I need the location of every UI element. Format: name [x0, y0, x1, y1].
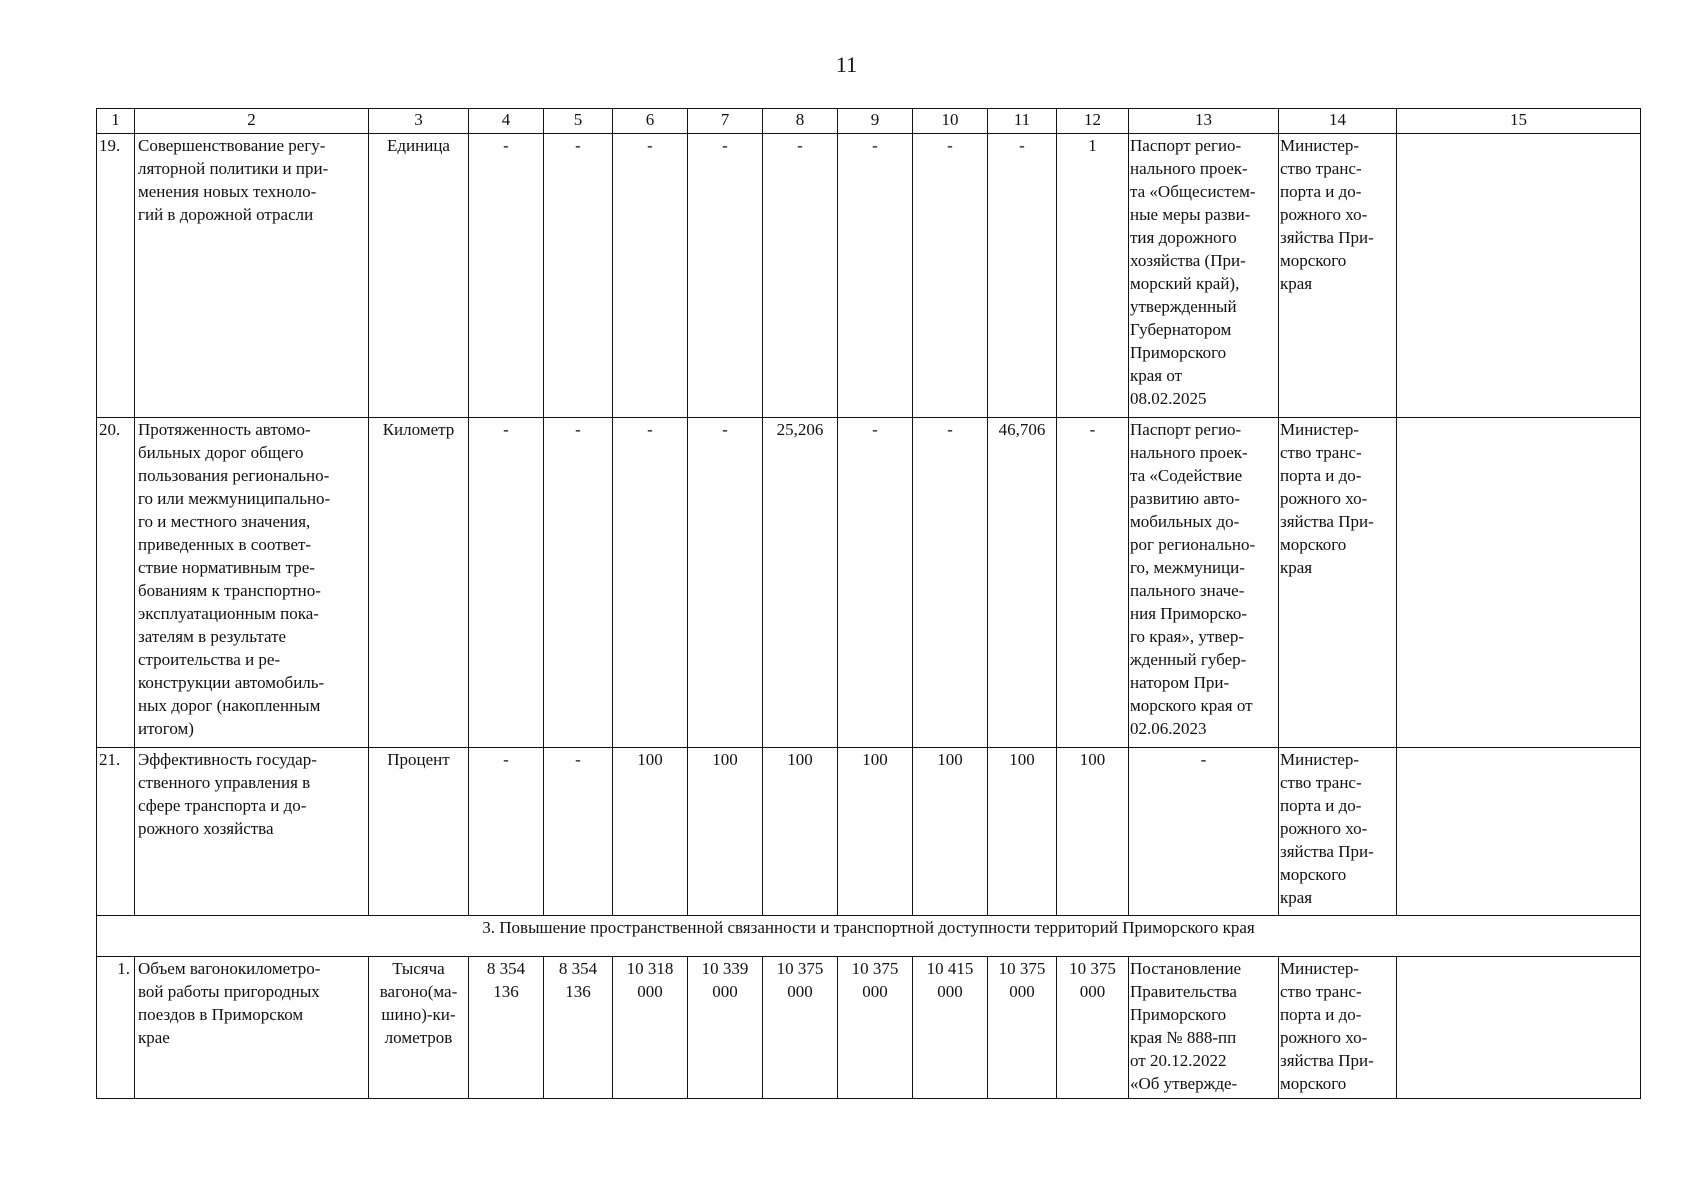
unit-cell: Процент	[369, 748, 469, 916]
table-row	[97, 957, 1641, 1099]
value-cell: 100	[838, 748, 913, 916]
column-header: 4	[469, 109, 544, 134]
value-cell: -	[688, 418, 763, 748]
column-header: 6	[613, 109, 688, 134]
row-number: 1.	[97, 957, 135, 1099]
value-cell: 10 339 000	[688, 957, 763, 1099]
value-cell: -	[613, 134, 688, 418]
value-cell: 100	[988, 748, 1057, 916]
note-cell	[1397, 957, 1641, 1099]
document-cell: Постановление Правительства Приморского края № 888-пп от 20.12.2022 «Об утвержде-	[1129, 957, 1279, 1099]
value-cell: 10 375 000	[1057, 957, 1129, 1099]
column-header: 13	[1129, 109, 1279, 134]
value-cell: 10 415 000	[913, 957, 988, 1099]
value-cell: 1	[1057, 134, 1129, 418]
column-header: 15	[1397, 109, 1641, 134]
unit-cell: Единица	[369, 134, 469, 418]
value-cell: 100	[763, 748, 838, 916]
column-header: 11	[988, 109, 1057, 134]
column-header: 12	[1057, 109, 1129, 134]
responsible-cell: Министер- ство транс- порта и до- рожного хо- зяйства При- морского края	[1279, 418, 1397, 748]
page-number: 11	[835, 52, 858, 77]
column-number-row	[97, 109, 1641, 134]
value-cell: 100	[613, 748, 688, 916]
unit-cell: Километр	[369, 418, 469, 748]
indicator-name: Совершенствование регу- ляторной политики и при- менения новых техноло- гий в дорожной отрасли	[135, 134, 369, 418]
value-cell: -	[469, 748, 544, 916]
responsible-cell: Министер- ство транс- порта и до- рожного хо- зяйства При- морского края	[1279, 134, 1397, 418]
note-cell	[1397, 134, 1641, 418]
value-cell: -	[763, 134, 838, 418]
note-cell	[1397, 418, 1641, 748]
row-number: 21.	[97, 748, 135, 916]
table-row	[97, 134, 1641, 418]
responsible-cell: Министер- ство транс- порта и до- рожного хо- зяйства При- морского края	[1279, 748, 1397, 916]
value-cell: -	[838, 134, 913, 418]
column-header: 5	[544, 109, 613, 134]
document-cell: Паспорт регио- нального проек- та «Общесистем- ные меры разви- тия дорожного хозяйства (При- морский край), утвержденный Губернатором Приморского края от 08.02.2025	[1129, 134, 1279, 418]
column-header: 9	[838, 109, 913, 134]
document-cell: Паспорт регио- нального проек- та «Содействие развитию авто- мобильных до- рог регионально- го, межмуници- пального значе- ния Приморско- го края», утвер- жденный губер- натором При- морского края от 02.06.2023	[1129, 418, 1279, 748]
value-cell: -	[544, 134, 613, 418]
value-cell: -	[913, 418, 988, 748]
value-cell: -	[469, 418, 544, 748]
value-cell: 10 375 000	[763, 957, 838, 1099]
column-header: 14	[1279, 109, 1397, 134]
column-header: 7	[688, 109, 763, 134]
table-row	[97, 418, 1641, 748]
value-cell: -	[469, 134, 544, 418]
value-cell: 10 375 000	[838, 957, 913, 1099]
value-cell: 10 375 000	[988, 957, 1057, 1099]
value-cell: -	[988, 134, 1057, 418]
value-cell: 46,706	[988, 418, 1057, 748]
indicator-name: Эффективность государ- ственного управления в сфере транспорта и до- рожного хозяйства	[135, 748, 369, 916]
column-header: 2	[135, 109, 369, 134]
note-cell	[1397, 748, 1641, 916]
value-cell: 100	[688, 748, 763, 916]
indicator-name: Протяженность автомо- бильных дорог общего пользования регионально- го или межмуниципально- го и местного значения, приведенных в соответ- ствие нормативным тре- бованиям к транспортно- эксплуатационным пока- зателям в результате строительства и ре- конструкции автомобиль- ных дорог (накопленным итогом)	[135, 418, 369, 748]
column-header: 10	[913, 109, 988, 134]
value-cell: -	[613, 418, 688, 748]
indicators-table	[96, 108, 1641, 1099]
value-cell: 100	[913, 748, 988, 916]
row-number: 20.	[97, 418, 135, 748]
responsible-cell: Министер- ство транс- порта и до- рожного хо- зяйства При- морского	[1279, 957, 1397, 1099]
unit-cell: Тысяча вагоно(ма- шино)-ки- лометров	[369, 957, 469, 1099]
value-cell: 10 318 000	[613, 957, 688, 1099]
column-header: 1	[97, 109, 135, 134]
table-row	[97, 748, 1641, 916]
section-heading-row	[97, 916, 1641, 957]
column-header: 3	[369, 109, 469, 134]
value-cell: 100	[1057, 748, 1129, 916]
value-cell: 25,206	[763, 418, 838, 748]
value-cell: -	[1057, 418, 1129, 748]
column-header: 8	[763, 109, 838, 134]
indicator-name: Объем вагонокилометро- вой работы пригородных поездов в Приморском крае	[135, 957, 369, 1099]
section-title: 3. Повышение пространственной связанности и транспортной доступности территорий Приморского края	[97, 916, 1641, 957]
value-cell: -	[913, 134, 988, 418]
value-cell: -	[544, 418, 613, 748]
value-cell: -	[838, 418, 913, 748]
document-cell: -	[1129, 748, 1279, 916]
value-cell: -	[544, 748, 613, 916]
value-cell: 8 354 136	[544, 957, 613, 1099]
row-number: 19.	[97, 134, 135, 418]
value-cell: 8 354 136	[469, 957, 544, 1099]
value-cell: -	[688, 134, 763, 418]
